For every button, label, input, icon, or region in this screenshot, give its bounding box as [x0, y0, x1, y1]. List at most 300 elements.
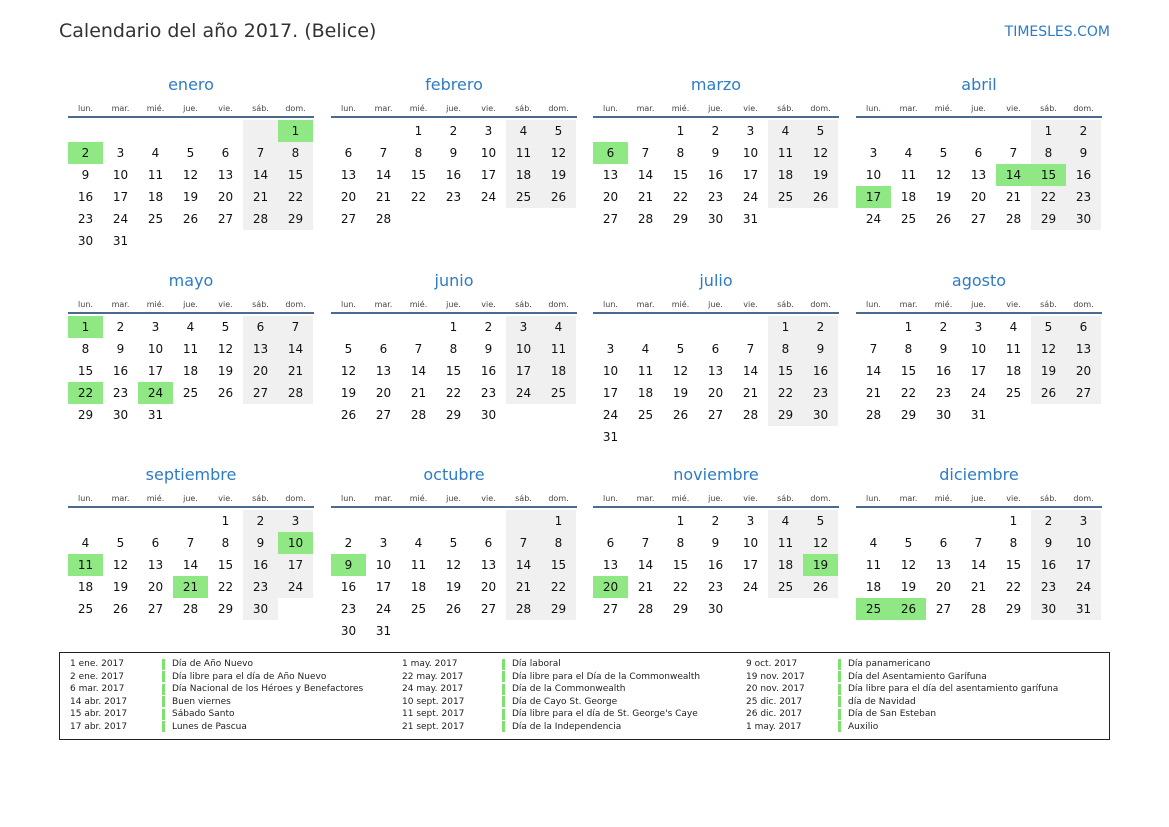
day-cell: 2 [243, 510, 278, 532]
day-cell: 20 [340, 190, 357, 204]
day-cell: 31 [375, 624, 392, 638]
day-cell: 15 [900, 364, 917, 378]
empty-day-cell [436, 510, 471, 532]
weekday-label: lun. [603, 104, 618, 113]
day-cell: 30 [803, 404, 838, 426]
empty-day-cell [768, 208, 803, 230]
holiday-day-cell: 15 [1031, 164, 1066, 186]
day-cell: 28 [637, 602, 654, 616]
empty-day-cell [506, 510, 541, 532]
day-cell: 24 [742, 580, 759, 594]
weekday-label: sáb. [515, 494, 532, 503]
weekday-label: dom. [548, 104, 569, 113]
weekday-label: sáb. [777, 300, 794, 309]
day-cell: 27 [935, 602, 952, 616]
day-cell: 23 [112, 386, 129, 400]
day-cell: 19 [541, 164, 576, 186]
weekday-label: lun. [78, 494, 93, 503]
day-cell: 27 [375, 408, 392, 422]
empty-day-cell [471, 620, 506, 642]
day-cell: 29 [672, 602, 689, 616]
day-cell: 14 [742, 364, 759, 378]
empty-day-cell [138, 510, 173, 532]
weekday-label: lun. [341, 300, 356, 309]
day-cell: 16 [1031, 554, 1066, 576]
day-cell: 29 [217, 602, 234, 616]
legend-row [746, 708, 1058, 721]
holiday-date: 20 nov. 2017 [746, 684, 805, 695]
day-cell: 13 [340, 168, 357, 182]
weekday-label: mié. [671, 300, 690, 309]
day-cell: 8 [1031, 142, 1066, 164]
day-cell: 2 [711, 514, 720, 528]
weekday-label: sáb. [777, 494, 794, 503]
day-cell: 26 [803, 186, 838, 208]
holiday-date: 1 may. 2017 [402, 659, 458, 670]
day-cell: 17 [147, 364, 164, 378]
day-cell: 27 [602, 602, 619, 616]
weekday-label: dom. [1073, 494, 1094, 503]
weekday-label: mié. [146, 300, 165, 309]
empty-day-cell [541, 208, 576, 230]
day-cell: 8 [414, 146, 423, 160]
day-cell: 19 [935, 190, 952, 204]
weekday-label: jue. [446, 300, 461, 309]
weekday-label: lun. [866, 494, 881, 503]
day-cell: 27 [147, 602, 164, 616]
empty-day-cell [366, 120, 401, 142]
day-cell: 14 [970, 558, 987, 572]
legend-row [402, 696, 700, 709]
weekday-label: mié. [409, 300, 428, 309]
weekday-label: vie. [218, 104, 233, 113]
day-cell: 24 [480, 190, 497, 204]
day-cell: 11 [768, 532, 803, 554]
weekday-label: dom. [1073, 300, 1094, 309]
empty-day-cell [961, 120, 996, 142]
weekday-label: jue. [971, 494, 986, 503]
month-octubre [331, 460, 577, 642]
holiday-date: 24 may. 2017 [402, 684, 464, 695]
empty-day-cell [698, 426, 733, 448]
day-cell: 1 [449, 320, 458, 334]
day-cell: 24 [1066, 576, 1101, 598]
day-cell: 9 [81, 168, 90, 182]
day-cell: 2 [711, 124, 720, 138]
day-cell: 10 [506, 338, 541, 360]
day-cell: 28 [375, 212, 392, 226]
empty-day-cell [436, 208, 471, 230]
weekday-header [593, 100, 839, 118]
day-cell: 7 [243, 142, 278, 164]
day-cell: 27 [707, 408, 724, 422]
empty-day-cell [401, 510, 436, 532]
day-cell: 22 [672, 190, 689, 204]
day-cell: 30 [340, 624, 357, 638]
day-cell: 11 [1005, 342, 1022, 356]
month-name: enero [168, 75, 214, 94]
day-cell: 1 [904, 320, 913, 334]
weekday-header [331, 490, 577, 508]
holiday-marker [502, 684, 505, 695]
legend-row [70, 721, 363, 734]
empty-day-cell [996, 404, 1031, 426]
empty-day-cell [628, 120, 663, 142]
weekday-label: mié. [146, 494, 165, 503]
empty-day-cell [856, 510, 891, 532]
holiday-day-cell: 14 [996, 164, 1031, 186]
month-febrero [331, 70, 577, 230]
day-cell: 13 [602, 558, 619, 572]
day-cell: 16 [803, 360, 838, 382]
day-cell: 31 [112, 234, 129, 248]
empty-day-cell [243, 120, 278, 142]
day-cell: 6 [939, 536, 948, 550]
holiday-marker [838, 684, 841, 695]
legend-row [70, 696, 363, 709]
day-cell: 10 [147, 342, 164, 356]
weekday-label: mié. [146, 104, 165, 113]
day-cell: 13 [935, 558, 952, 572]
day-grid [856, 120, 1102, 230]
day-cell: 24 [742, 190, 759, 204]
day-cell: 10 [970, 342, 987, 356]
empty-day-cell [856, 316, 891, 338]
day-cell: 21 [278, 360, 313, 382]
holiday-marker [838, 709, 841, 720]
day-cell: 16 [707, 558, 724, 572]
day-cell: 8 [676, 146, 685, 160]
day-cell: 2 [939, 320, 948, 334]
day-cell: 12 [803, 532, 838, 554]
weekday-label: mar. [899, 300, 918, 309]
holiday-name: Día libre para el Día de la Commonwealth [512, 671, 701, 682]
weekday-label: dom. [810, 300, 831, 309]
day-cell: 20 [970, 190, 987, 204]
holiday-name: Día laboral [512, 659, 561, 670]
empty-day-cell [768, 598, 803, 620]
day-cell: 22 [1031, 186, 1066, 208]
day-cell: 30 [1031, 598, 1066, 620]
weekday-label: dom. [548, 494, 569, 503]
day-cell: 3 [151, 320, 160, 334]
empty-day-cell [628, 510, 663, 532]
day-cell: 30 [707, 602, 724, 616]
day-cell: 7 [414, 342, 423, 356]
day-cell: 29 [1005, 602, 1022, 616]
holiday-day-cell: 26 [891, 598, 926, 620]
day-cell: 4 [1009, 320, 1018, 334]
weekday-label: sáb. [252, 494, 269, 503]
holiday-marker [502, 659, 505, 670]
day-cell: 2 [344, 536, 353, 550]
weekday-label: sáb. [515, 300, 532, 309]
day-cell: 21 [506, 576, 541, 598]
day-cell: 10 [480, 146, 497, 160]
day-cell: 10 [742, 146, 759, 160]
day-cell: 5 [939, 146, 948, 160]
holiday-marker [162, 684, 165, 695]
day-cell: 26 [1031, 382, 1066, 404]
day-cell: 19 [112, 580, 129, 594]
holiday-day-cell: 21 [173, 576, 208, 598]
day-cell: 5 [1031, 316, 1066, 338]
day-cell: 1 [541, 510, 576, 532]
weekday-label: mar. [374, 300, 393, 309]
empty-day-cell [68, 120, 103, 142]
day-cell: 6 [484, 536, 493, 550]
day-cell: 13 [707, 364, 724, 378]
day-cell: 9 [711, 536, 720, 550]
weekday-label: vie. [1006, 104, 1021, 113]
day-cell: 25 [182, 386, 199, 400]
day-cell: 12 [445, 558, 462, 572]
day-cell: 21 [637, 580, 654, 594]
day-cell: 5 [541, 120, 576, 142]
holiday-date: 11 sept. 2017 [402, 709, 465, 720]
day-cell: 16 [77, 190, 94, 204]
holiday-date: 9 oct. 2017 [746, 659, 798, 670]
empty-day-cell [1031, 404, 1066, 426]
day-cell: 14 [865, 364, 882, 378]
day-cell: 13 [480, 558, 497, 572]
holiday-legend [59, 652, 1110, 740]
weekday-header [856, 296, 1102, 314]
day-cell: 25 [77, 602, 94, 616]
weekday-header [593, 296, 839, 314]
empty-day-cell [733, 426, 768, 448]
day-cell: 16 [243, 554, 278, 576]
weekday-header [856, 100, 1102, 118]
day-grid [331, 120, 577, 230]
day-cell: 17 [742, 168, 759, 182]
empty-day-cell [278, 230, 313, 252]
weekday-label: lun. [78, 104, 93, 113]
holiday-date: 22 may. 2017 [402, 671, 464, 682]
day-cell: 8 [1009, 536, 1018, 550]
empty-day-cell [593, 316, 628, 338]
day-cell: 18 [768, 554, 803, 576]
holiday-day-cell: 19 [803, 554, 838, 576]
day-cell: 24 [602, 408, 619, 422]
day-cell: 22 [672, 580, 689, 594]
empty-day-cell [1066, 404, 1101, 426]
month-name: marzo [690, 75, 742, 94]
day-cell: 9 [484, 342, 493, 356]
day-cell: 17 [112, 190, 129, 204]
day-cell: 7 [746, 342, 755, 356]
weekday-label: jue. [708, 494, 723, 503]
day-cell: 23 [935, 386, 952, 400]
day-cell: 4 [768, 510, 803, 532]
day-cell: 26 [182, 212, 199, 226]
day-cell: 10 [602, 364, 619, 378]
month-name: diciembre [939, 465, 1019, 484]
day-cell: 16 [445, 168, 462, 182]
day-cell: 28 [182, 602, 199, 616]
day-cell: 4 [768, 120, 803, 142]
month-name: abril [961, 75, 997, 94]
page-title: Calendario del año 2017. (Belice) [59, 20, 377, 42]
day-cell: 15 [672, 558, 689, 572]
weekday-label: mié. [671, 104, 690, 113]
day-cell: 17 [970, 364, 987, 378]
day-cell: 30 [935, 408, 952, 422]
holiday-day-cell: 10 [278, 532, 313, 554]
holiday-day-cell: 25 [856, 598, 891, 620]
empty-day-cell [628, 426, 663, 448]
empty-day-cell [541, 620, 576, 642]
day-cell: 19 [340, 386, 357, 400]
day-cell: 8 [449, 342, 458, 356]
month-abril [856, 70, 1102, 230]
day-cell: 14 [410, 364, 427, 378]
day-cell: 3 [506, 316, 541, 338]
weekday-label: vie. [481, 494, 496, 503]
day-cell: 19 [445, 580, 462, 594]
day-cell: 18 [637, 386, 654, 400]
day-cell: 24 [112, 212, 129, 226]
day-cell: 24 [375, 602, 392, 616]
day-cell: 21 [742, 386, 759, 400]
day-cell: 3 [278, 510, 313, 532]
holiday-day-cell: 1 [68, 316, 103, 338]
day-cell: 4 [81, 536, 90, 550]
day-cell: 23 [707, 190, 724, 204]
day-cell: 2 [1066, 120, 1101, 142]
day-cell: 25 [506, 186, 541, 208]
day-cell: 22 [445, 386, 462, 400]
day-cell: 14 [637, 168, 654, 182]
holiday-name: Día de la Independencia [512, 721, 622, 732]
weekday-header [331, 296, 577, 314]
day-cell: 10 [375, 558, 392, 572]
holiday-marker [162, 696, 165, 707]
day-cell: 15 [278, 164, 313, 186]
holiday-name: día de Navidad [848, 696, 916, 707]
day-cell: 12 [340, 364, 357, 378]
weekday-label: lun. [341, 494, 356, 503]
holiday-date: 17 abr. 2017 [70, 721, 128, 732]
day-cell: 18 [506, 164, 541, 186]
holiday-day-cell: 22 [68, 382, 103, 404]
weekday-label: sáb. [777, 104, 794, 113]
day-cell: 28 [1005, 212, 1022, 226]
day-cell: 26 [935, 212, 952, 226]
legend-row [70, 683, 363, 696]
day-grid [68, 120, 314, 252]
day-cell: 7 [379, 146, 388, 160]
weekday-label: vie. [743, 300, 758, 309]
day-cell: 20 [1066, 360, 1101, 382]
day-cell: 12 [182, 168, 199, 182]
holiday-marker [838, 696, 841, 707]
day-cell: 22 [410, 190, 427, 204]
day-cell: 11 [900, 168, 917, 182]
day-cell: 2 [116, 320, 125, 334]
day-cell: 20 [707, 386, 724, 400]
day-cell: 12 [803, 142, 838, 164]
day-cell: 5 [186, 146, 195, 160]
day-cell: 21 [1005, 190, 1022, 204]
empty-day-cell [593, 510, 628, 532]
empty-day-cell [733, 316, 768, 338]
holiday-day-cell: 20 [593, 576, 628, 598]
legend-row [746, 721, 1058, 734]
day-cell: 15 [410, 168, 427, 182]
day-cell: 12 [541, 142, 576, 164]
day-cell: 7 [186, 536, 195, 550]
day-cell: 31 [602, 430, 619, 444]
day-cell: 7 [278, 316, 313, 338]
month-name: octubre [423, 465, 485, 484]
day-cell: 29 [900, 408, 917, 422]
weekday-label: jue. [183, 104, 198, 113]
day-cell: 30 [243, 598, 278, 620]
holiday-date: 21 sept. 2017 [402, 721, 465, 732]
holiday-date: 2 ene. 2017 [70, 671, 124, 682]
day-cell: 21 [375, 190, 392, 204]
day-cell: 28 [637, 212, 654, 226]
day-cell: 12 [672, 364, 689, 378]
empty-day-cell [541, 404, 576, 426]
day-cell: 6 [221, 146, 230, 160]
day-cell: 15 [217, 558, 234, 572]
day-cell: 26 [340, 408, 357, 422]
empty-day-cell [173, 230, 208, 252]
day-cell: 18 [541, 360, 576, 382]
day-cell: 21 [637, 190, 654, 204]
empty-day-cell [103, 120, 138, 142]
day-cell: 22 [900, 386, 917, 400]
weekday-label: mié. [934, 300, 953, 309]
day-cell: 8 [768, 338, 803, 360]
weekday-label: vie. [481, 104, 496, 113]
day-cell: 17 [480, 168, 497, 182]
day-cell: 6 [606, 536, 615, 550]
month-marzo [593, 70, 839, 230]
weekday-label: vie. [1006, 300, 1021, 309]
day-cell: 15 [672, 168, 689, 182]
weekday-label: lun. [866, 300, 881, 309]
legend-row [402, 708, 700, 721]
empty-day-cell [243, 230, 278, 252]
day-cell: 30 [112, 408, 129, 422]
legend-column [746, 658, 1058, 733]
holiday-date: 10 sept. 2017 [402, 696, 465, 707]
day-cell: 23 [803, 382, 838, 404]
day-grid [331, 316, 577, 426]
weekday-header [856, 490, 1102, 508]
day-cell: 3 [379, 536, 388, 550]
empty-day-cell [278, 404, 313, 426]
day-cell: 16 [480, 364, 497, 378]
day-cell: 8 [541, 532, 576, 554]
day-cell: 13 [243, 338, 278, 360]
empty-day-cell [628, 316, 663, 338]
weekday-label: jue. [708, 300, 723, 309]
holiday-marker [162, 721, 165, 732]
holiday-marker [838, 671, 841, 682]
month-name: agosto [951, 271, 1007, 290]
day-cell: 17 [1066, 554, 1101, 576]
day-cell: 20 [602, 190, 619, 204]
holiday-name: Día de San Esteban [848, 709, 937, 720]
holiday-name: Día de la Commonwealth [512, 684, 626, 695]
legend-row [70, 671, 363, 684]
brand-link[interactable]: TIMESLES.COM [1004, 24, 1110, 40]
day-cell: 7 [869, 342, 878, 356]
